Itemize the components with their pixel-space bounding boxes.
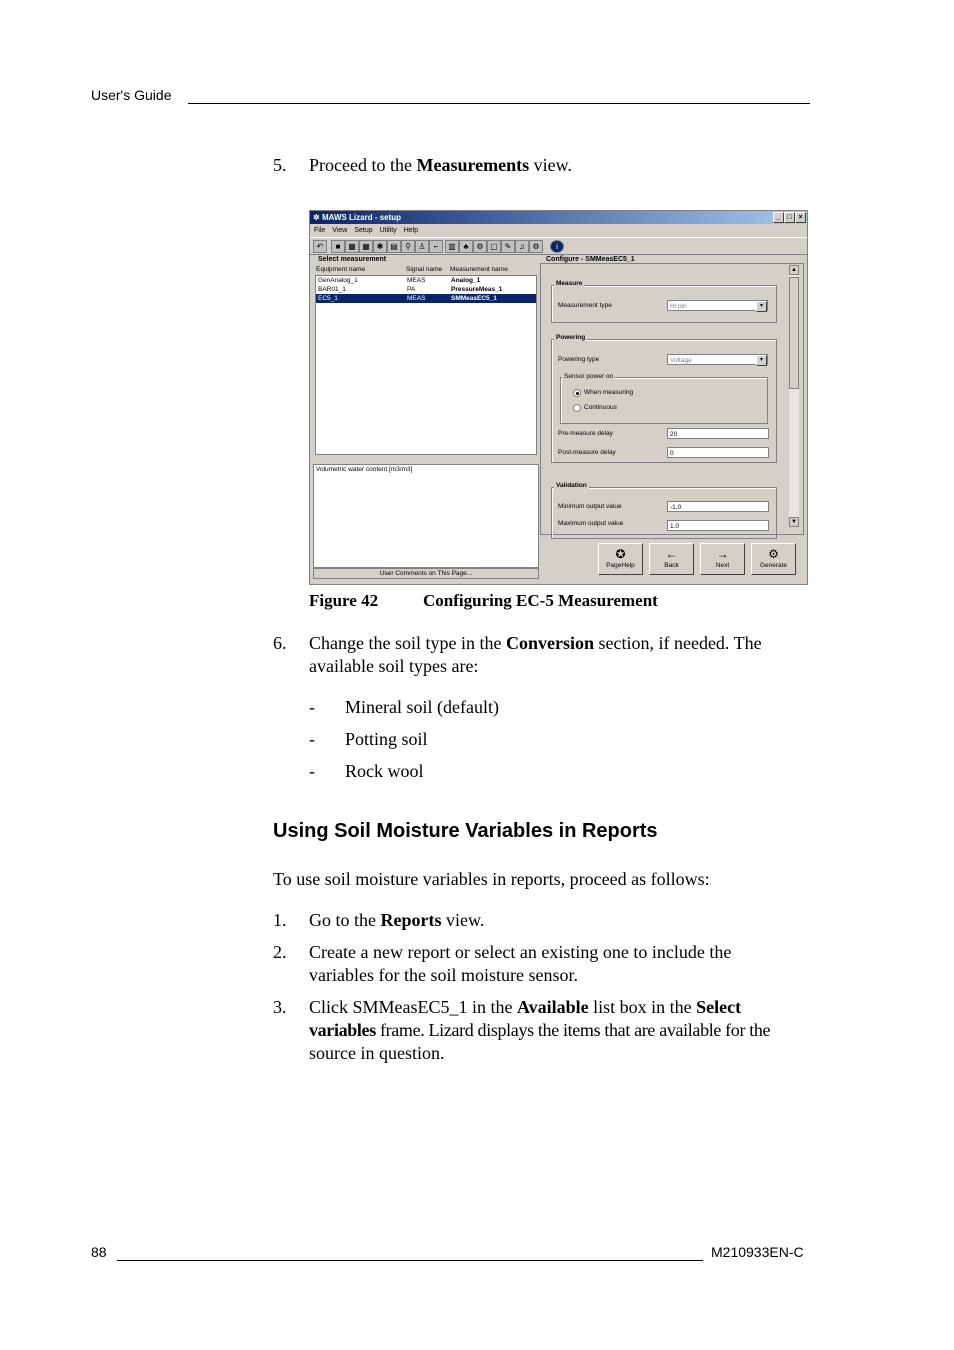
scrollbar[interactable]	[789, 265, 799, 527]
close-icon[interactable]: ×	[795, 212, 806, 223]
tool-icon[interactable]: ✎	[501, 240, 515, 253]
maximize-icon[interactable]: □	[784, 212, 795, 223]
step-text: available soil types are:	[309, 656, 479, 676]
step-number: 5.	[273, 155, 287, 175]
measurement-type-label: Measurement type	[558, 302, 612, 309]
table-cell: MEAS	[407, 295, 426, 302]
step-text: Click SMMeasEC5_1 in the	[309, 997, 517, 1017]
step-bold: Reports	[380, 910, 442, 930]
pre-measure-delay-input[interactable]: 20	[667, 428, 769, 439]
step-5-text	[309, 154, 572, 177]
radio-when-measuring-label: When measuring	[584, 389, 634, 396]
arrow-right-icon: →	[716, 547, 729, 561]
step-2-text	[309, 941, 829, 987]
table-row-selected[interactable]	[316, 294, 536, 303]
bullet-dash: -	[309, 761, 315, 781]
figure-caption: Configuring EC-5 Measurement	[423, 591, 658, 610]
table-row[interactable]	[316, 285, 536, 294]
run-icon[interactable]: ♙	[415, 240, 429, 253]
step-1-text	[309, 909, 484, 932]
post-measure-delay-input[interactable]: 0	[667, 447, 769, 458]
step-bold: variables	[309, 1020, 376, 1040]
table-cell: Analog_1	[451, 277, 481, 284]
step-number: 6.	[273, 633, 287, 653]
page-number: 88	[91, 1244, 107, 1260]
step-number: 1.	[273, 910, 287, 930]
pre-measure-delay-label: Pre-measure delay	[558, 430, 613, 437]
chevron-down-icon[interactable]: ▾	[756, 301, 767, 312]
powering-type-select[interactable]	[667, 354, 768, 365]
screenshot-window	[309, 210, 808, 585]
back-button[interactable]	[649, 543, 694, 575]
maximum-output-label: Maximum output value	[558, 520, 624, 527]
sensor-power-title: Sensor power on	[564, 373, 614, 380]
step-bold: Available	[517, 997, 589, 1017]
powering-type-label: Powering type	[558, 356, 600, 363]
minimum-output-input[interactable]: -1.0	[667, 501, 769, 512]
bullet-dash: -	[309, 697, 315, 717]
tool-icon[interactable]: ▤	[387, 240, 401, 253]
table-cell: GenAnalog_1	[318, 277, 358, 284]
clipped-row	[550, 520, 776, 530]
table-cell: PressureMeas_1	[451, 286, 503, 293]
step-text: Create a new report or select an existing one to include the	[309, 942, 732, 962]
measurement-type-value: Hi pin	[670, 303, 687, 310]
step-6-text	[309, 632, 829, 678]
document-code: M210933EN-C	[711, 1244, 804, 1260]
menu-setup[interactable]: Setup	[354, 227, 373, 234]
configure-title: Configure - SMMeasEC5_1	[546, 256, 635, 263]
description-box[interactable]	[313, 464, 539, 568]
post-measure-delay-label: Post-measure delay	[558, 449, 616, 456]
step-bold: Conversion	[505, 633, 594, 653]
sensor-power-group	[560, 377, 768, 424]
menu-help[interactable]: Help	[403, 227, 419, 234]
step-bold: Measurements	[416, 155, 530, 175]
minimum-output-label: Minimum output value	[558, 503, 622, 510]
sensor-icon[interactable]: ▦	[359, 240, 373, 253]
header-rule	[188, 103, 810, 104]
step-bold: Select	[696, 997, 742, 1017]
arrow-left-icon: ←	[665, 547, 678, 561]
step-number: 3.	[273, 997, 287, 1017]
button-label: Back	[664, 562, 679, 569]
next-button[interactable]	[700, 543, 745, 575]
gears-icon: ⚙	[768, 547, 779, 561]
button-label: Generate	[759, 562, 788, 569]
list-item: Potting soil	[345, 729, 428, 749]
menu-utility[interactable]: Utility	[379, 227, 397, 234]
running-header: User's Guide	[91, 87, 172, 103]
button-label: Next	[715, 562, 730, 569]
table-cell: EC5_1	[318, 295, 338, 302]
measurement-list[interactable]	[315, 275, 537, 455]
scroll-down-icon[interactable]: ▼	[789, 517, 799, 527]
list-item: Mineral soil (default)	[345, 697, 499, 717]
measurement-type-select[interactable]	[667, 300, 768, 311]
menu-file[interactable]: File	[314, 227, 326, 234]
tool-icon[interactable]: ▢	[487, 240, 501, 253]
maximum-output-input[interactable]: 1.0	[667, 520, 769, 531]
column-header: Measurement name	[450, 266, 508, 273]
figure-label: Figure 42	[309, 591, 379, 610]
undo-icon[interactable]: ↶	[313, 240, 327, 253]
app-icon: ✲	[313, 213, 320, 222]
table-cell: SMMeasEC5_1	[451, 295, 497, 302]
step-text: Go to the	[309, 910, 381, 930]
menu-view[interactable]: View	[332, 227, 348, 234]
star-icon[interactable]: ✱	[373, 240, 387, 253]
user-comments-button[interactable]: User Comments on This Page...	[313, 568, 539, 579]
tool-icon[interactable]: ♣	[459, 240, 473, 253]
stop-icon[interactable]: ■	[331, 240, 345, 253]
footer-rule	[117, 1260, 703, 1261]
step-line	[309, 1020, 770, 1040]
step-text: Proceed to the	[309, 155, 417, 175]
gear-icon[interactable]: ⚙	[529, 240, 543, 253]
step-text: Change the soil type in the	[309, 633, 506, 653]
powering-type-value: Voltage	[670, 357, 692, 364]
step-text: frame. Lizard displays the items that are available for the	[375, 1020, 771, 1040]
intro-paragraph: To use soil moisture variables in reports, proceed as follows:	[273, 869, 710, 889]
scroll-thumb[interactable]	[789, 277, 799, 389]
help-icon: ✪	[615, 547, 626, 561]
table-cell: MEAS	[407, 277, 426, 284]
table-cell: BAR01_1	[318, 286, 346, 293]
pagehelp-button[interactable]	[598, 543, 643, 575]
tool-icon[interactable]: ▥	[445, 240, 459, 253]
column-header: Equipment name	[316, 266, 366, 273]
section-heading: Using Soil Moisture Variables in Reports	[273, 820, 658, 842]
window-title: MAWS Lizard - setup	[321, 213, 402, 222]
step-number: 2.	[273, 942, 287, 962]
table-cell: PA	[407, 286, 416, 293]
step-3-text	[309, 996, 829, 1065]
step-text: list box in the	[588, 997, 697, 1017]
radio-when-measuring[interactable]	[573, 389, 581, 397]
measure-group-title: Measure	[556, 280, 583, 287]
validation-group	[551, 487, 777, 539]
title-bar	[310, 211, 807, 224]
tool-icon[interactable]: ⚙	[473, 240, 487, 253]
tool-icon[interactable]: ⚲	[401, 240, 415, 253]
step-text: view.	[441, 910, 485, 930]
button-label: PageHelp	[606, 562, 635, 569]
step-text: variables for the soil moisture sensor.	[309, 965, 578, 985]
powering-group-title: Powering	[556, 334, 586, 341]
column-header: Signal name	[406, 266, 443, 273]
step-text: source in question.	[309, 1043, 445, 1063]
bell-icon[interactable]: ♫	[515, 240, 529, 253]
bullet-dash: -	[309, 729, 315, 749]
step-text: section, if needed. The	[593, 633, 762, 653]
select-measurement-title: Select measurement	[318, 256, 387, 263]
sensor-icon[interactable]: ▦	[345, 240, 359, 253]
table-row[interactable]	[316, 276, 536, 285]
description-text: Volumetric water content [m3/m3]	[316, 466, 413, 473]
scroll-up-icon[interactable]: ▲	[789, 265, 799, 275]
chevron-down-icon[interactable]: ▾	[756, 355, 767, 366]
info-icon[interactable]: i	[550, 240, 564, 253]
menu-bar	[310, 225, 807, 236]
step-text: view.	[529, 155, 572, 175]
generate-button[interactable]	[751, 543, 796, 575]
list-item: Rock wool	[345, 761, 424, 781]
toolbar	[310, 237, 807, 255]
radio-continuous-label: Continuous	[584, 404, 617, 411]
validation-group-title: Validation	[556, 482, 587, 489]
minimize-icon[interactable]: _	[773, 212, 784, 223]
measurements-icon[interactable]: ⌐	[429, 240, 443, 253]
radio-continuous[interactable]	[573, 404, 581, 412]
